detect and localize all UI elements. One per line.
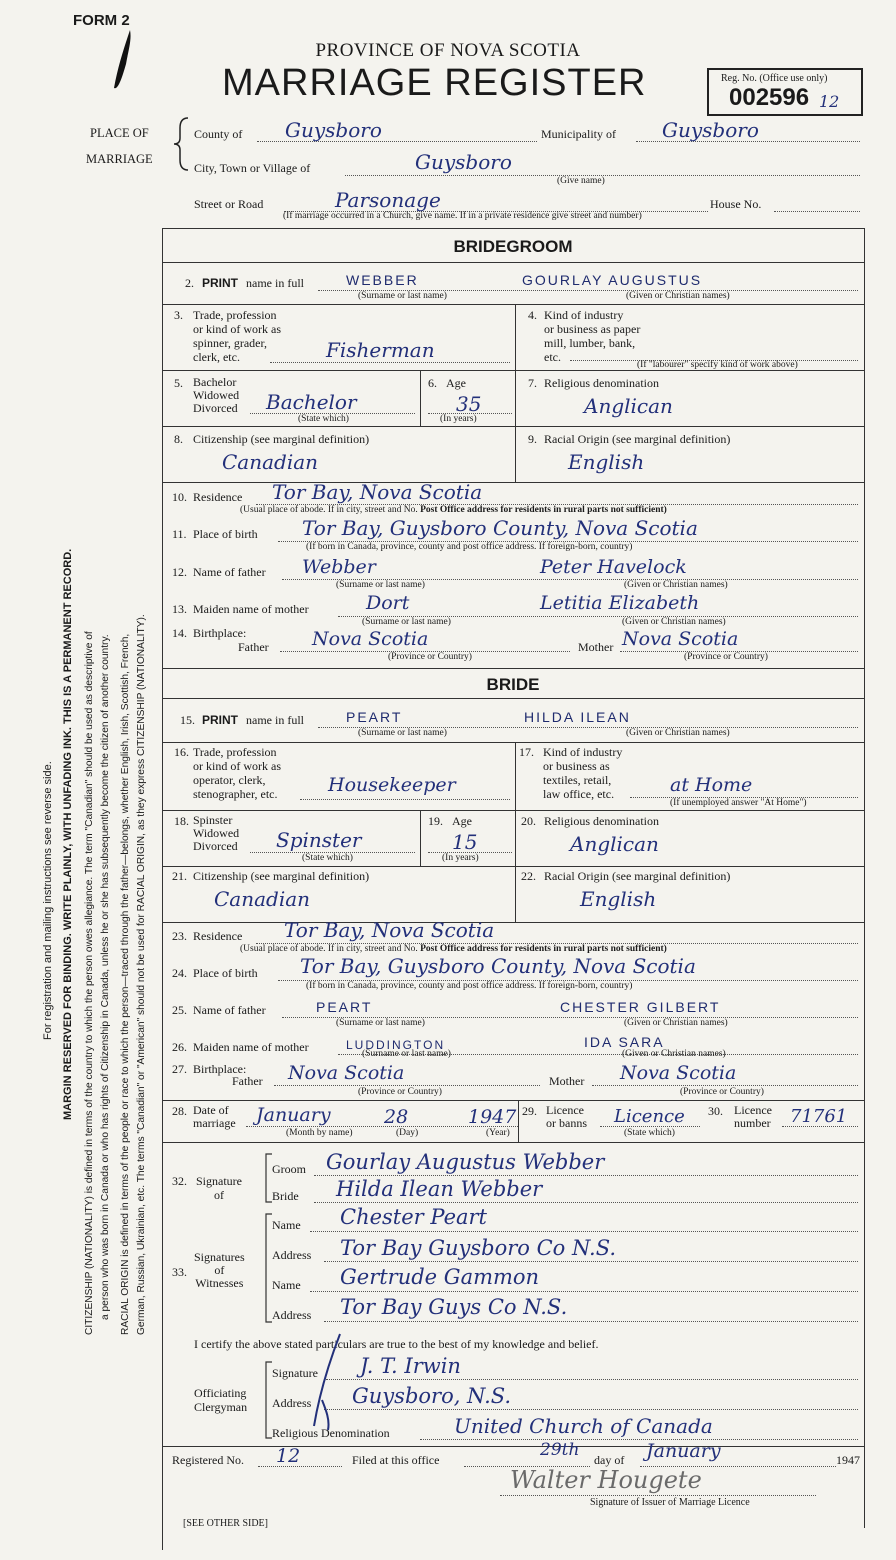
bride-father-given-note: (Given or Christian names) bbox=[624, 1018, 728, 1028]
bride-age: 15 bbox=[452, 830, 478, 854]
bride-birth-note: (If born in Canada, province, county and post office address. If foreign-born, country) bbox=[306, 981, 633, 991]
groom-surname-note: (Surname or last name) bbox=[358, 291, 447, 301]
q16-num: 16. bbox=[174, 745, 189, 759]
q30-label: Licence number bbox=[734, 1103, 772, 1130]
bridegroom-heading: BRIDEGROOM bbox=[453, 237, 573, 256]
brace-icon bbox=[172, 116, 192, 172]
street-label: Street or Road bbox=[194, 197, 264, 211]
q8-label: Citizenship (see marginal definition) bbox=[193, 432, 370, 446]
q17-note: (If unemployed answer "At Home") bbox=[670, 798, 807, 808]
q27-father-note: (Province or Country) bbox=[358, 1087, 442, 1097]
municipality-value: Guysboro bbox=[662, 118, 759, 142]
issuer-signature: Walter Hougete bbox=[510, 1466, 702, 1494]
groom-father-surname: Webber bbox=[302, 556, 376, 578]
q17-num: 17. bbox=[519, 745, 534, 759]
groom-father-given: Peter Havelock bbox=[540, 556, 687, 578]
q29-label: Licence or banns bbox=[546, 1103, 587, 1130]
see-other-side: [SEE OTHER SIDE] bbox=[183, 1518, 268, 1529]
bride-mother-given-note: (Given or Christian names) bbox=[622, 1049, 726, 1059]
q19-num: 19. bbox=[428, 814, 443, 828]
q23-label: Residence bbox=[193, 929, 243, 943]
q9-num: 9. bbox=[528, 432, 537, 446]
marriage-month: January bbox=[256, 1104, 331, 1126]
registered-label: Registered No. bbox=[172, 1453, 244, 1467]
q15-print: PRINT bbox=[202, 713, 238, 727]
groom-birthplace: Tor Bay, Guysboro County, Nova Scotia bbox=[302, 516, 698, 540]
q14-mother-note: (Province or Country) bbox=[684, 652, 768, 662]
q16-label: Trade, profession or kind of work as operator, clerk, stenographer, etc. bbox=[193, 745, 281, 801]
page-title: MARRIAGE REGISTER bbox=[222, 62, 647, 104]
q7-label: Religious denomination bbox=[544, 376, 659, 390]
witness-label: Signatures of Witnesses bbox=[194, 1250, 245, 1290]
q24-num: 24. bbox=[172, 966, 187, 980]
q11-num: 11. bbox=[172, 527, 187, 541]
margin-note-citizenship-1: CITIZENSHIP (NATIONALITY) is defined in terms of the country to which the person owes allegiance. The term "Canadian" should be used as descriptive of bbox=[84, 631, 95, 1335]
licence-or-banns: Licence bbox=[614, 1106, 685, 1127]
bride-residence: Tor Bay, Nova Scotia bbox=[284, 918, 495, 942]
q13-label: Maiden name of mother bbox=[193, 602, 309, 616]
q2-print: PRINT bbox=[202, 276, 238, 290]
groom-signature: Gourlay Augustus Webber bbox=[326, 1150, 605, 1174]
place-heading-1: PLACE OF bbox=[90, 126, 149, 140]
clergy-addr-label: Address bbox=[272, 1396, 312, 1410]
bride-surname-note: (Surname or last name) bbox=[358, 728, 447, 738]
father-surname-note: (Surname or last name) bbox=[336, 580, 425, 590]
q22-num: 22. bbox=[521, 869, 536, 883]
q6-label: Age bbox=[446, 376, 466, 390]
city-label: City, Town or Village of bbox=[194, 161, 311, 175]
top-border bbox=[162, 228, 864, 229]
q22-label: Racial Origin (see marginal definition) bbox=[544, 869, 731, 883]
mother-given-note: (Given or Christian names) bbox=[622, 617, 726, 627]
city-note: (Give name) bbox=[557, 176, 605, 186]
witness1-name: Chester Peart bbox=[340, 1205, 487, 1229]
groom-religion: Anglican bbox=[584, 394, 673, 418]
q33-num: 33. bbox=[172, 1265, 187, 1279]
province-title: PROVINCE OF NOVA SCOTIA bbox=[315, 40, 581, 61]
city-value: Guysboro bbox=[415, 150, 512, 174]
q3-num: 3. bbox=[174, 308, 183, 322]
father-given-note: (Given or Christian names) bbox=[624, 580, 728, 590]
q29-num: 29. bbox=[522, 1104, 537, 1118]
groom-age-note: (In years) bbox=[440, 414, 477, 424]
bride-given-note: (Given or Christian names) bbox=[626, 728, 730, 738]
q3-label: Trade, profession or kind of work as spinner, grader, clerk, etc. bbox=[193, 308, 281, 364]
licence-number: 71761 bbox=[790, 1106, 848, 1127]
q10-num: 10. bbox=[172, 490, 187, 504]
bride-birthplace: Tor Bay, Guysboro County, Nova Scotia bbox=[300, 954, 696, 978]
reg-no-value: 002596 bbox=[729, 84, 810, 111]
ink-mark-icon bbox=[100, 28, 140, 98]
q18-label: Spinster Widowed Divorced bbox=[193, 813, 240, 853]
q11-label: Place of birth bbox=[193, 527, 258, 541]
q26-label: Maiden name of mother bbox=[193, 1040, 309, 1054]
q4-label: Kind of industry or business as paper mill, lumber, bank, etc. bbox=[544, 308, 641, 364]
q27-mother-note: (Province or Country) bbox=[680, 1087, 764, 1097]
q21-num: 21. bbox=[172, 869, 187, 883]
q14-father-note: (Province or Country) bbox=[388, 652, 472, 662]
county-value: Guysboro bbox=[285, 118, 382, 142]
right-border bbox=[864, 228, 865, 1528]
q25-label: Name of father bbox=[193, 1003, 266, 1017]
groom-father-birth: Nova Scotia bbox=[312, 628, 429, 650]
reg-no-note: 12 bbox=[819, 92, 840, 111]
q4-note: (If "labourer" specify kind of work above) bbox=[637, 360, 798, 370]
groom-mother-birth: Nova Scotia bbox=[622, 628, 739, 650]
q5-label: Bachelor Widowed Divorced bbox=[193, 375, 240, 415]
groom-status-note: (State which) bbox=[298, 414, 349, 424]
q15-num: 15. bbox=[180, 713, 195, 727]
groom-surname: WEBBER bbox=[346, 272, 419, 288]
officiating-label: Officiating Clergyman bbox=[194, 1386, 248, 1414]
registered-no: 12 bbox=[276, 1445, 301, 1467]
bride-industry: at Home bbox=[670, 774, 753, 796]
w2-name-label: Name bbox=[272, 1278, 301, 1292]
q2-label: name in full bbox=[246, 276, 304, 290]
clergy-relig-label: Religious Denomination bbox=[272, 1426, 390, 1440]
bride-surname: PEART bbox=[346, 709, 403, 725]
day-note: (Day) bbox=[396, 1128, 419, 1138]
q14-num: 14. bbox=[172, 626, 187, 640]
place-heading-2: MARRIAGE bbox=[86, 152, 153, 166]
w1-address-label: Address bbox=[272, 1248, 312, 1262]
bride-religion: Anglican bbox=[570, 832, 659, 856]
q5-num: 5. bbox=[174, 376, 183, 390]
margin-note-binding: MARGIN RESERVED FOR BINDING. WRITE PLAINLY, WITH UNFADING INK. THIS IS A PERMANENT RECORD. bbox=[62, 548, 74, 1120]
clergy-address: Guysboro, N.S. bbox=[352, 1384, 512, 1408]
municipality-label: Municipality of bbox=[541, 127, 616, 141]
county-label: County of bbox=[194, 127, 243, 141]
q17-label: Kind of industry or business as textiles, retail, law office, etc. bbox=[543, 745, 623, 801]
q27-father-label: Father bbox=[232, 1074, 263, 1088]
bride-citizenship: Canadian bbox=[214, 887, 311, 911]
q28-label: Date of marriage bbox=[193, 1103, 236, 1130]
witness1-address: Tor Bay Guysboro Co N.S. bbox=[340, 1236, 617, 1260]
bride-father-surname: PEART bbox=[316, 999, 373, 1015]
licence-state-note: (State which) bbox=[624, 1128, 675, 1138]
margin-note-citizenship-2: a person who was born in Canada or who has rights of Citizenship in Canada, unless he or she has subsequently become the citizen of another country. bbox=[100, 634, 111, 1320]
residence-note-b: (Usual place of abode. If in city, street and No. Post Office address for residents in rural parts not sufficient) bbox=[240, 944, 667, 954]
q14-mother-label: Mother bbox=[578, 640, 614, 654]
street-note: (If marriage occurred in a Church, give name. If in a private residence give street and number) bbox=[283, 211, 642, 221]
bride-age-note: (In years) bbox=[442, 853, 479, 863]
q13-num: 13. bbox=[172, 602, 187, 616]
clergy-sig-label: Signature bbox=[272, 1366, 318, 1380]
bride-status-note: (State which) bbox=[302, 853, 353, 863]
bride-sig-label: Bride bbox=[272, 1189, 299, 1203]
bride-mother-surname-note: (Surname or last name) bbox=[362, 1049, 451, 1059]
residence-note-a: (Usual place of abode. If in city, street and No. Post Office address for residents in rural parts not sufficient) bbox=[240, 505, 667, 515]
day-of-label: day of bbox=[594, 1453, 625, 1467]
q8-num: 8. bbox=[174, 432, 183, 446]
q23-num: 23. bbox=[172, 929, 187, 943]
q24-label: Place of birth bbox=[193, 966, 258, 980]
bride-father-given: CHESTER GILBERT bbox=[560, 999, 721, 1015]
house-label: House No. bbox=[710, 197, 762, 211]
bride-mother-surname: LUDDINGTON bbox=[346, 1038, 446, 1052]
birth-note: (If born in Canada, province, county and post office address. If foreign-born, country) bbox=[306, 542, 633, 552]
q32-num: 32. bbox=[172, 1174, 187, 1188]
q26-num: 26. bbox=[172, 1040, 187, 1054]
q20-num: 20. bbox=[521, 814, 536, 828]
bride-mother-birth: Nova Scotia bbox=[620, 1062, 737, 1084]
q12-label: Name of father bbox=[193, 565, 266, 579]
bride-father-birth: Nova Scotia bbox=[288, 1062, 405, 1084]
groom-mother-surname: Dort bbox=[366, 592, 410, 614]
reg-no-label: Reg. No. (Office use only) bbox=[721, 73, 828, 84]
q18-num: 18. bbox=[174, 814, 189, 828]
groom-given-note: (Given or Christian names) bbox=[626, 291, 730, 301]
margin-note-racial-2: German, Russian, Ukrainian, etc. The terms "Canadian" or "American" should not be used for RACIAL ORIGIN, as they express CITIZENSHIP (NATIONALITY). bbox=[136, 614, 147, 1335]
street-value: Parsonage bbox=[335, 188, 441, 212]
groom-given: GOURLAY AUGUSTUS bbox=[522, 272, 703, 288]
q7-num: 7. bbox=[528, 376, 537, 390]
q2-num: 2. bbox=[185, 276, 194, 290]
filed-year: 1947 bbox=[836, 1453, 860, 1467]
clergy-signature: J. T. Irwin bbox=[360, 1354, 461, 1378]
q9-label: Racial Origin (see marginal definition) bbox=[544, 432, 731, 446]
q27-mother-label: Mother bbox=[549, 1074, 585, 1088]
form-label: FORM 2 bbox=[73, 12, 130, 29]
filed-day: 29th bbox=[540, 1440, 580, 1460]
q15-label: name in full bbox=[246, 713, 304, 727]
reg-no-box bbox=[707, 68, 863, 116]
groom-trade: Fisherman bbox=[326, 338, 435, 362]
bride-trade: Housekeeper bbox=[328, 774, 456, 796]
bride-status: Spinster bbox=[276, 828, 362, 852]
clergy-religion: United Church of Canada bbox=[454, 1414, 713, 1438]
groom-status: Bachelor bbox=[266, 390, 357, 414]
q10-label: Residence bbox=[193, 490, 243, 504]
certify-statement: I certify the above stated particulars are true to the best of my knowledge and belief. bbox=[194, 1337, 599, 1351]
q27-num: 27. bbox=[172, 1062, 187, 1076]
clergy-pen-stroke-icon bbox=[300, 1330, 360, 1440]
bride-mother-given: IDA SARA bbox=[584, 1034, 665, 1050]
q4-num: 4. bbox=[528, 308, 537, 322]
groom-sig-label: Groom bbox=[272, 1162, 306, 1176]
w2-address-label: Address bbox=[272, 1308, 312, 1322]
filed-label: Filed at this office bbox=[352, 1453, 440, 1467]
margin-note-registration: For registration and mailing instructions see reverse side. bbox=[42, 761, 54, 1040]
q14-label: Birthplace: bbox=[193, 626, 247, 640]
bride-heading: BRIDE bbox=[486, 675, 540, 694]
witness2-address: Tor Bay Guys Co N.S. bbox=[340, 1295, 568, 1319]
witness2-name: Gertrude Gammon bbox=[340, 1265, 540, 1289]
year-note: (Year) bbox=[486, 1128, 510, 1138]
month-note: (Month by name) bbox=[286, 1128, 353, 1138]
q25-num: 25. bbox=[172, 1003, 187, 1017]
q19-label: Age bbox=[452, 814, 472, 828]
q30-num: 30. bbox=[708, 1104, 723, 1118]
groom-mother-given: Letitia Elizabeth bbox=[540, 592, 700, 614]
margin-note-racial-1: RACIAL ORIGIN is defined in terms of the people or race to which the person—traced through the father—belongs, whether English, Irish, Scottish, French, bbox=[120, 633, 131, 1335]
marriage-day: 28 bbox=[384, 1106, 409, 1128]
groom-racial: English bbox=[568, 450, 645, 474]
bride-given: HILDA ILEAN bbox=[524, 709, 631, 725]
groom-citizenship: Canadian bbox=[222, 450, 319, 474]
filed-month: January bbox=[646, 1440, 721, 1462]
q32-label: Signature of bbox=[196, 1174, 242, 1202]
marriage-year: 1947 bbox=[468, 1106, 517, 1128]
bride-racial: English bbox=[580, 887, 657, 911]
bride-father-surname-note: (Surname or last name) bbox=[336, 1018, 425, 1028]
w1-name-label: Name bbox=[272, 1218, 301, 1232]
mother-surname-note: (Surname or last name) bbox=[362, 617, 451, 627]
q28-num: 28. bbox=[172, 1104, 187, 1118]
q27-label: Birthplace: bbox=[193, 1062, 247, 1076]
q12-num: 12. bbox=[172, 565, 187, 579]
issuer-label: Signature of Issuer of Marriage Licence bbox=[590, 1497, 750, 1508]
q21-label: Citizenship (see marginal definition) bbox=[193, 869, 370, 883]
bride-signature: Hilda Ilean Webber bbox=[336, 1177, 543, 1201]
groom-age: 35 bbox=[456, 392, 482, 416]
q14-father-label: Father bbox=[238, 640, 269, 654]
groom-residence: Tor Bay, Nova Scotia bbox=[272, 480, 483, 504]
q20-label: Religious denomination bbox=[544, 814, 659, 828]
q6-num: 6. bbox=[428, 376, 437, 390]
